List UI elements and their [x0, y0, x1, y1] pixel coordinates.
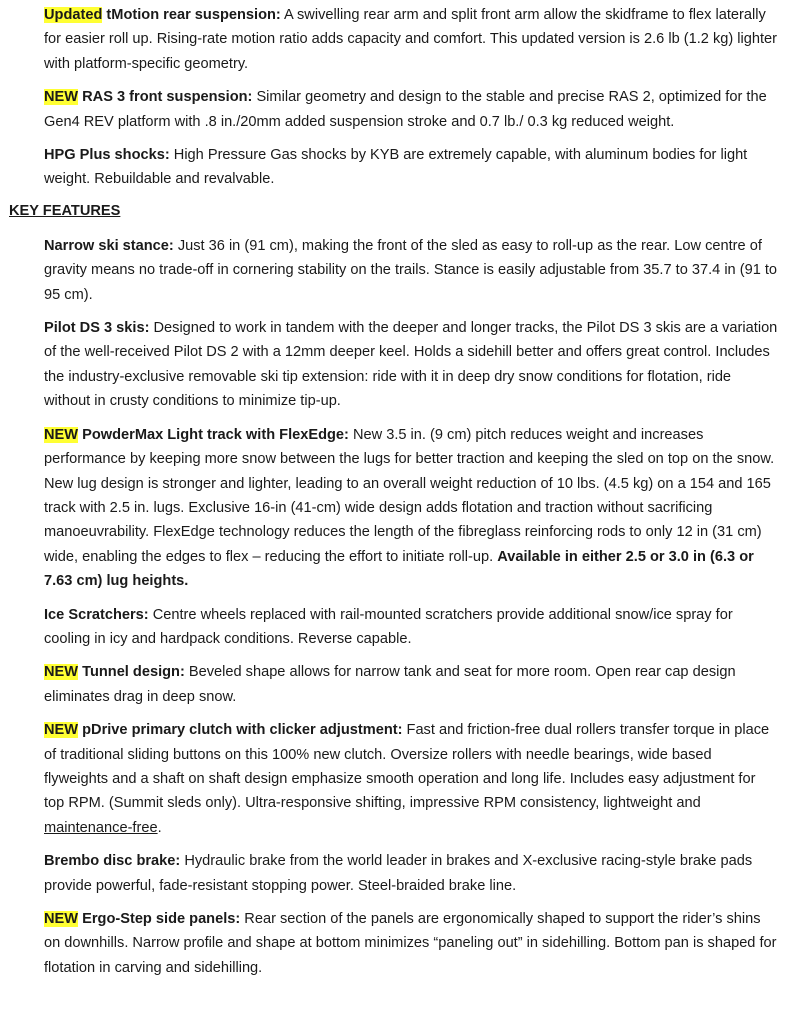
paragraph-ice-scratchers [44, 603, 778, 652]
paragraph-powdermax-track [44, 423, 778, 594]
new-highlight: NEW [44, 426, 79, 443]
paragraph-hpg-shocks [44, 143, 778, 192]
paragraph-body: Just 36 in (91 cm), making the front of the sled as easy to roll-up as the rear. Low centre of gravity means no trade-off in cornering stability on the trails. Stance is easily adjustable from 35.7 to 37.4 in (91 to 95 cm). [44, 237, 778, 303]
new-highlight: NEW [44, 722, 79, 739]
maintenance-free-link[interactable]: maintenance-free [44, 819, 158, 836]
paragraph-body: Fast and friction-free dual rollers transfer torque in place of traditional sliding buttons on this 100% new clutch. Oversize rollers with needle bearings, wide based flyweights and a shaft on shaft design emphasize smooth operation and long life. Includes easy adjustment for top RPM. (Summit sleds only). Ultra-responsive shifting, impressive RPM consistency, lightweight and [44, 722, 770, 812]
paragraph-body: New 3.5 in. (9 cm) pitch reduces weight and increases performance by keeping more snow between the lugs for better traction and keeping the sled on top on the snow. New lug design is stronger and lighter, leading to an overall weight reduction of 10 lbs. (4.5 kg) on a 154 and 165 track with 2.5 in. lugs. Exclusive 16-in (41-cm) wide design adds flotation and traction without sacrificing manoeuvrability. FlexEdge technology reduces the length of the fibreglass reinforcing rods to only 12 in (31 cm) wide, enabling the edges to flex – reducing the effort to initiate roll-up. [44, 426, 775, 565]
paragraph-body: Hydraulic brake from the world leader in brakes and X-exclusive racing-style brake pads provide powerful, fade-resistant stopping power. Steel-braided brake line. [44, 853, 753, 894]
paragraph-ras3 [44, 85, 778, 134]
paragraph-title: Ergo-Step side panels: [78, 911, 241, 927]
new-highlight: NEW [44, 89, 79, 106]
paragraph-title: Brembo disc brake: [44, 853, 181, 870]
paragraph-tmotion [44, 3, 778, 76]
paragraph-ergo-step-panels [44, 907, 778, 980]
paragraph-body-end: . [157, 819, 162, 836]
paragraph-title: Pilot DS 3 skis: [44, 320, 150, 337]
paragraph-body: Designed to work in tandem with the deeper and longer tracks, the Pilot DS 3 skis are a variation of the well-received Pilot DS 2 with a 12mm deeper keel. Holds a sidehill better and offers great control. Includes the industry-exclusive removable ski tip extension: ride with it in deep dry snow conditions for flotation, ride without in crusty conditions to minimize tip-up. [44, 320, 778, 410]
paragraph-title: RAS 3 front suspension: [78, 89, 253, 106]
paragraph-body: Similar geometry and design to the stable and precise RAS 2, optimized for the Gen4 REV platform with .8 in./20mm added suspension stroke and 0.7 lb./ 0.3 kg reduced weight. [44, 89, 767, 130]
paragraph-pilot-ds3 [44, 316, 778, 414]
paragraph-narrow-ski-stance [44, 234, 778, 307]
paragraph-brembo-brake [44, 849, 778, 898]
section-heading-key-features: KEY FEATURES [9, 202, 121, 219]
paragraph-body: A swivelling rear arm and split front arm allow the skidframe to flex laterally for easier roll up. Rising-rate motion ratio adds capacity and comfort. This updated version is 2.6 lb (1.2 kg) lighter with platform-specific geometry. [44, 7, 778, 72]
paragraph-title: tMotion rear suspension: [102, 7, 281, 23]
paragraph-title: HPG Plus shocks: [44, 147, 170, 164]
paragraph-title: Tunnel design: [78, 664, 185, 681]
paragraph-body: Rear section of the panels are ergonomically shaped to support the rider’s shins on downhills. Narrow profile and shape at bottom minimizes “paneling out” in sidehilling. Bottom pan is shaped for flotation in carving and sidehilling. [44, 911, 777, 976]
paragraph-title: Narrow ski stance: [44, 237, 174, 254]
paragraph-body: Centre wheels replaced with rail-mounted scratchers provide additional snow/ice spray for cooling in icy and hardpack conditions. Reverse capable. [44, 606, 733, 647]
paragraph-title: pDrive primary clutch with clicker adjustment: [78, 722, 403, 739]
paragraph-bold-tail: Available in either 2.5 or 3.0 in (6.3 or 7.63 cm) lug heights. [44, 548, 754, 590]
new-highlight: NEW [44, 664, 79, 681]
paragraph-body: High Pressure Gas shocks by KYB are extremely capable, with aluminum bodies for light weight. Rebuildable and revalvable. [44, 147, 748, 188]
paragraph-title: Ice Scratchers: [44, 606, 149, 623]
paragraph-body: Beveled shape allows for narrow tank and seat for more room. Open rear cap design eliminates drag in deep snow. [44, 664, 736, 705]
paragraph-pdrive-clutch [44, 718, 778, 840]
new-highlight: NEW [44, 911, 79, 927]
paragraph-tunnel-design [44, 660, 778, 709]
updated-highlight: Updated [44, 7, 103, 23]
paragraph-title: PowderMax Light track with FlexEdge: [78, 426, 349, 443]
